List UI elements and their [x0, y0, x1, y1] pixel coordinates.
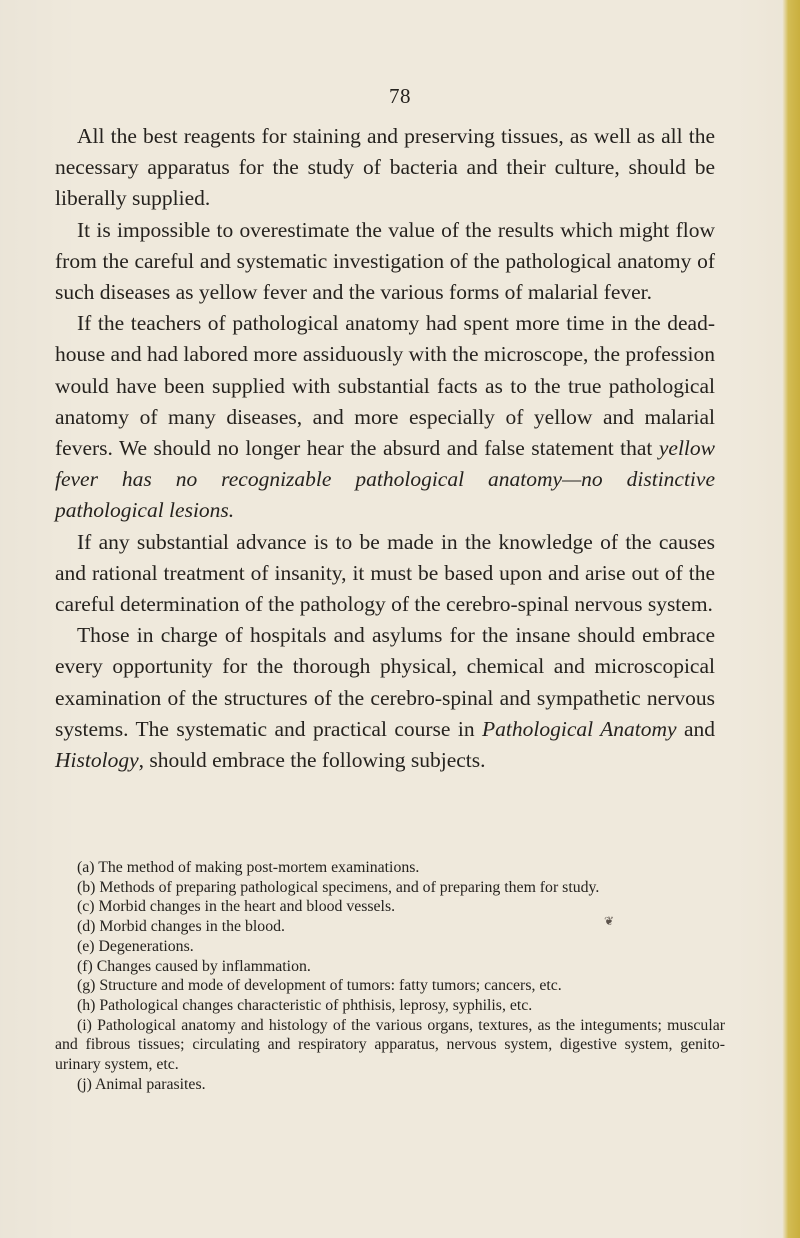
list-item: (b) Methods of preparing pathological specimens, and of preparing them for study.: [77, 878, 600, 896]
paragraph-1-text: All the best reagents for staining and preserving tissues, as well as all the necessary apparatus for the study of bacteria and their culture, should be liberally supplied.: [55, 124, 715, 211]
list-item: (f) Changes caused by inflammation.: [77, 957, 311, 975]
paragraph-4-text: If any substantial advance is to be made in the knowledge of the causes and rational treatment of insanity, it must be based upon and arise out of the careful determination of the pathology of the cerebro-spinal nervous system.: [55, 529, 715, 617]
subject-list: [55, 858, 725, 1094]
paragraph-2: [55, 215, 715, 309]
list-item: (i) Pathological anatomy and histology of the various organs, textures, as the integuments; muscular and fibrous tissues; circulating and respiratory apparatus, nervous system, digestive system, genito-urinary system, etc.: [55, 1016, 725, 1074]
list-item: (d) Morbid changes in the blood.: [77, 918, 285, 936]
paragraph-2-text: It is impossible to overestimate the value of the results which might flow from the careful and systematic investigation of the pathological anatomy of such diseases as yellow fever and the various forms of malarial fever.: [55, 217, 715, 305]
paragraph-5-prefix: Those in charge of hospitals and asylums for the insane should embrace every opportunity for the thorough physical, chemical and microscopical examination of the structures of the cerebro-spinal and sympathetic nervous systems. The systematic and practical course in: [55, 623, 715, 741]
page-number: 78: [389, 84, 411, 108]
list-item: (c) Morbid changes in the heart and blood vessels.: [77, 898, 396, 916]
paragraph-5-italic-pathological-anatomy: Pathological Anatomy: [482, 716, 677, 741]
paragraph-3-italic-text: yellow fever has no recognizable pathological anatomy—no distinctive pathological lesions.: [55, 436, 715, 523]
paragraph-1: [55, 121, 715, 215]
list-item: (h) Pathological changes characteristic of phthisis, leprosy, syphilis, etc.: [77, 996, 533, 1014]
main-text: [55, 121, 715, 776]
list-item: (g) Structure and mode of development of tumors: fatty tumors; cancers, etc.: [77, 977, 562, 995]
ornament-mark-icon: ❦: [604, 914, 615, 928]
paragraph-5-italic-histology: Histology: [55, 748, 139, 773]
list-item: (j) Animal parasites.: [77, 1075, 206, 1093]
list-item: (e) Degenerations.: [77, 937, 194, 955]
paragraph-5: [55, 620, 715, 776]
paragraph-3: [55, 308, 715, 526]
paragraph-5-suffix: , should embrace the following subjects.: [138, 748, 486, 773]
paragraph-3-text: If the teachers of pathological anatomy had spent more time in the dead-house and had labored more assiduously with the microscope, the profession would have been supplied with substantial facts as to the true pathological anatomy of many diseases, and more especially of yellow and malarial fevers. We should no longer hear the absurd and false statement that: [55, 311, 715, 461]
paragraph-4: [55, 527, 715, 621]
paragraph-5-middle: and: [676, 716, 716, 741]
list-item: (a) The method of making post-mortem examinations.: [77, 859, 420, 876]
page-edge: [782, 0, 800, 1238]
